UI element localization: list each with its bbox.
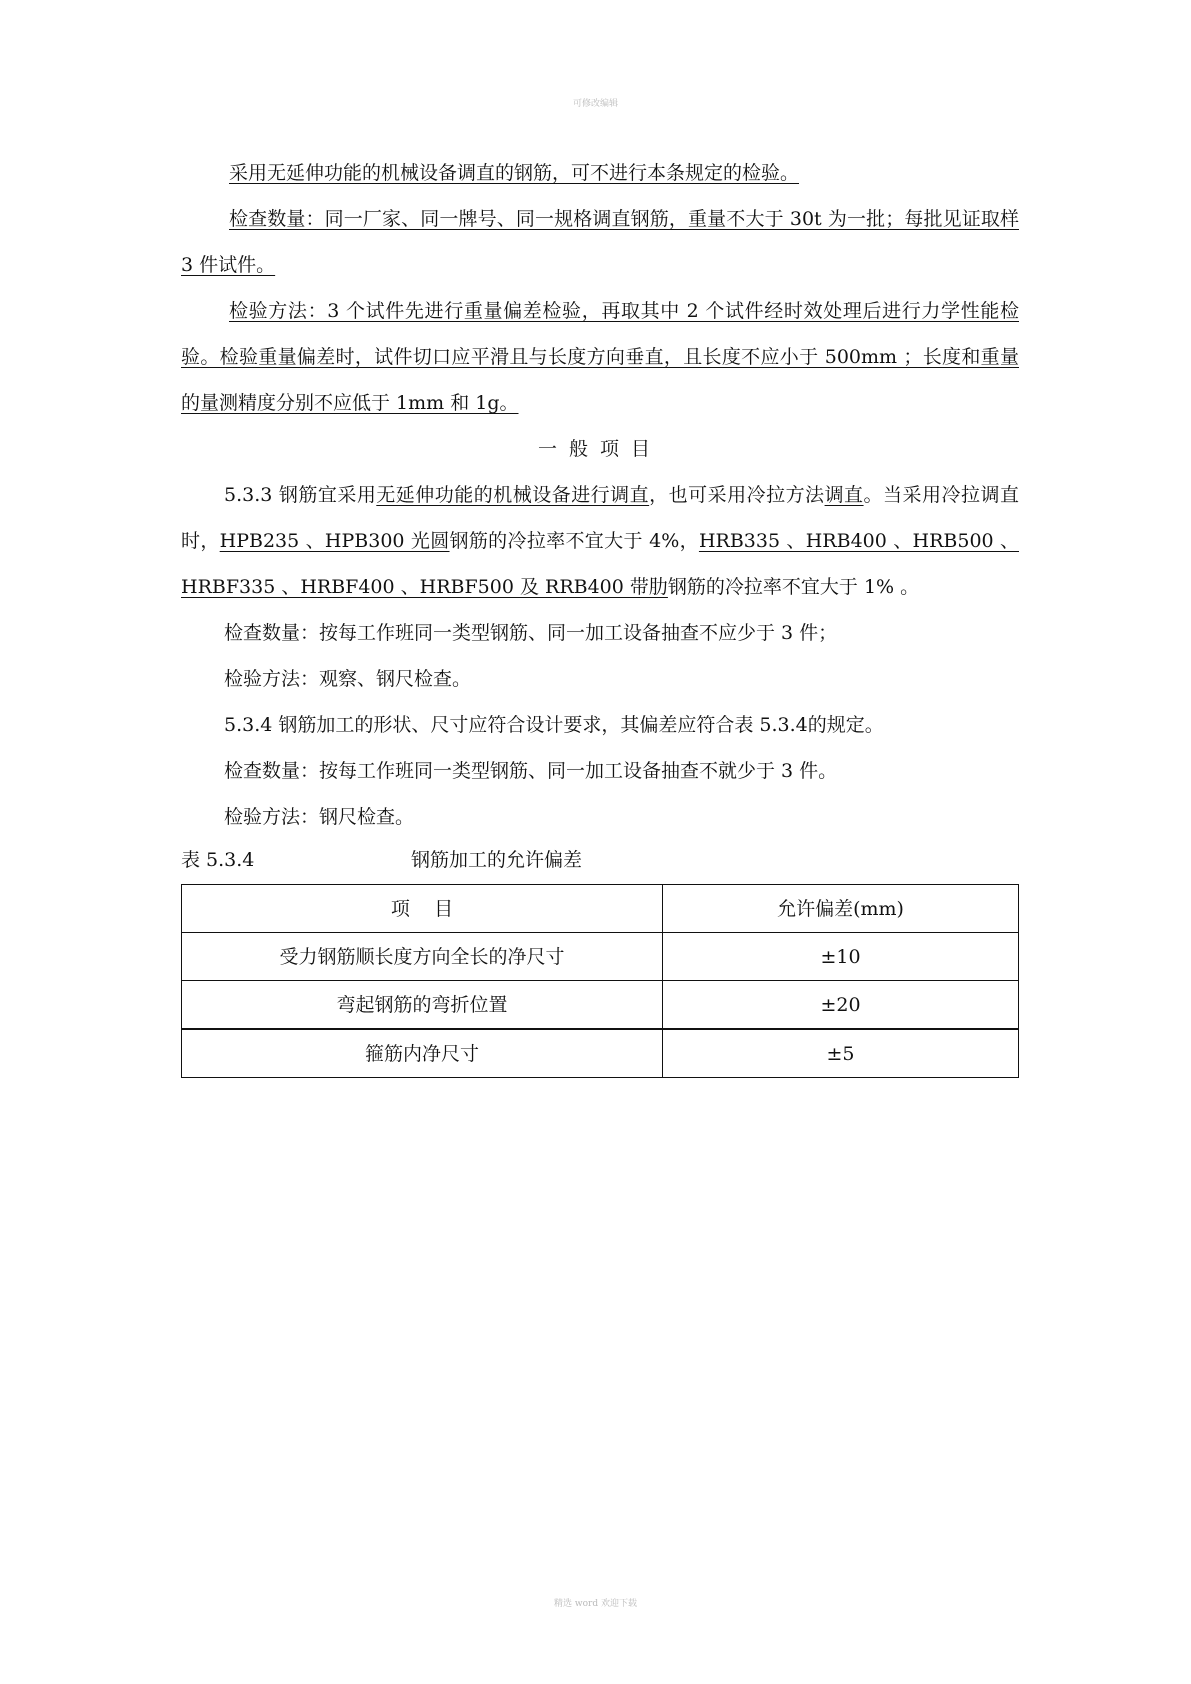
table-row (182, 1029, 1019, 1078)
paragraph-5-3-3 (181, 472, 1019, 610)
table-caption (181, 840, 1019, 880)
paragraph-check-quantity-2: 检查数量：按每工作班同一类型钢筋、同一加工设备抽查不就少于 3 件。 (224, 760, 838, 782)
text-segment-underlined: HRB335 、HRB400 、HRB500 、HRBF335 、HRBF400 、HRBF500 及 RRB400 带肋 (181, 530, 1019, 598)
table-header-cell: 项 目 (182, 885, 663, 933)
paragraph-text: 采用无延伸功能的机械设备调直的钢筋，可不进行本条规定的检验。 (229, 162, 800, 184)
table-cell: ±20 (663, 981, 1019, 1030)
table-cell: ±5 (663, 1029, 1019, 1078)
table-title: 钢筋加工的允许偏差 (411, 849, 583, 871)
section-title: 一般项目 (537, 438, 662, 460)
text-segment-underlined: 无延伸功能的机械设备进行调直 (376, 484, 650, 506)
text-segment: 钢筋的冷拉率不宜大于 4%， (449, 530, 699, 552)
table-cell: 受力钢筋顺长度方向全长的净尺寸 (182, 933, 663, 981)
page-header: 可修改编辑 (572, 99, 618, 109)
paragraph-text: 检查数量：同一厂家、同一牌号、同一规格调直钢筋，重量不大于 30t 为一批；每批见证取样 3 件试件。 (181, 208, 1019, 276)
paragraph-check-method-2: 检验方法：钢尺检查。 (224, 806, 415, 828)
table-row (182, 981, 1019, 1030)
table-cell: ±10 (663, 933, 1019, 981)
paragraph-inspection-quantity (181, 196, 1019, 288)
table-header-row (182, 885, 1019, 933)
text-segment-underlined: HPB235 、HPB300 光圆 (219, 530, 450, 552)
paragraph-check-method: 检验方法：观察、钢尺检查。 (224, 668, 472, 690)
table-cell: 弯起钢筋的弯折位置 (182, 981, 663, 1030)
paragraph-text: 检验方法：3 个试件先进行重量偏差检验，再取其中 2 个试件经时效处理后进行力学性能检验。检验重量偏差时，试件切口应平滑且与长度方向垂直，且长度不应小于 500mm ；长度和重量的量测精度分别不应低于 1mm 和 1g。 (181, 300, 1019, 414)
page-footer: 精选 word 欢迎下载 (554, 1599, 637, 1609)
text-segment: 5.3.3 钢筋宜采用 (224, 484, 377, 506)
table-cell: 箍筋内净尺寸 (182, 1029, 663, 1078)
text-segment: 。当采用冷拉调直时， (181, 484, 1019, 552)
table-header-cell: 允许偏差(mm) (663, 885, 1019, 933)
paragraph-check-quantity: 检查数量：按每工作班同一类型钢筋、同一加工设备抽查不应少于 3 件； (224, 622, 838, 644)
paragraph-5-3-4: 5.3.4 钢筋加工的形状、尺寸应符合设计要求，其偏差应符合表 5.3.4的规定。 (224, 714, 884, 736)
document-body (181, 150, 1019, 1078)
table-label: 表 5.3.4 (181, 849, 255, 871)
text-segment: ，也可采用冷拉方法 (649, 484, 825, 506)
text-segment-underlined: 调直 (824, 484, 864, 506)
paragraph-inspection-method (181, 288, 1019, 426)
paragraph-exemption (181, 150, 1019, 196)
text-segment: 钢筋的冷拉率不宜大于 1% 。 (667, 576, 920, 598)
tolerance-table (181, 884, 1019, 1078)
table-row (182, 933, 1019, 981)
